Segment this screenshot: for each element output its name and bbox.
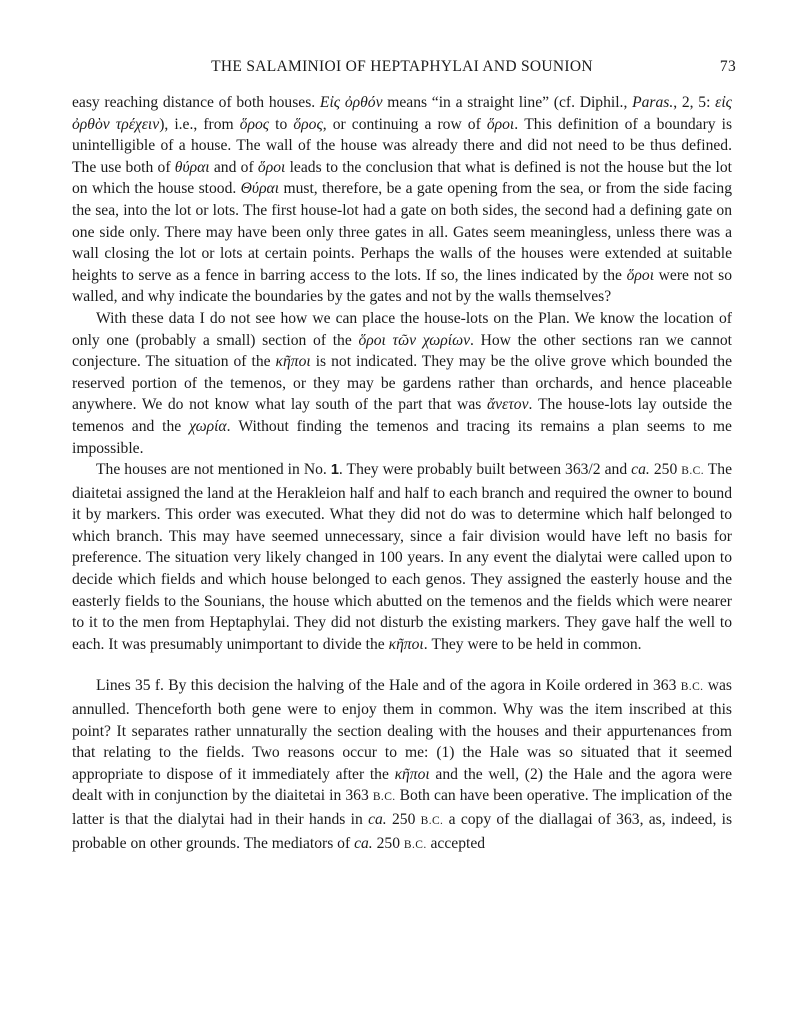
greek-term: Εἰς ὀρθόν <box>319 94 383 111</box>
circa: ca. <box>631 461 650 479</box>
era-abbrev: B.C. <box>420 815 444 827</box>
greek-term: χωρία <box>189 417 227 435</box>
body-text <box>72 92 732 856</box>
text-run: ), i.e., from <box>159 115 234 133</box>
circa: ca. <box>354 834 373 852</box>
text-run: was annulled. Thenceforth both gene were to enjoy them in common. Why was the item inscribed at this point? It separates rather unnaturally the section dealing with the houses and their appurtenances from that relating to the fields. Two reasons occur to me: (1) the Hale was so situated that it seemed appropriate to dispose of it immediately after the <box>72 677 733 783</box>
era-abbrev: B.C. <box>403 838 427 851</box>
era-abbrev: B.C. <box>680 681 704 694</box>
text-run: . This definition of a boundary is unintelligible of a house. The wall of the house was already there and did not need to be thus defined. The use both of <box>72 115 733 176</box>
text-run: . How the other sections ran we cannot conjecture. The situation of the <box>72 331 732 371</box>
greek-term: εἰς ὀρθὸν τρέχειν <box>72 94 732 133</box>
text-run: . Without finding the temenos and tracing its remains a plan seems to me impossible. <box>72 417 732 457</box>
text-run: a copy of the diallagai of 363, as, indeed, is probable on other grounds. The mediators of <box>72 811 733 852</box>
text-run: . They were probably built between 363/2 and <box>338 461 628 479</box>
greek-term: κῆποι <box>394 765 430 783</box>
text-run: , 2, 5: <box>673 94 711 111</box>
text-run: and the well, (2) the Hale and the agora were dealt with in conjunction by the diaitetai in 363 <box>72 765 732 805</box>
greek-term: θύραι <box>174 158 210 176</box>
greek-term: ὅροι τῶν χωρίων <box>358 331 471 349</box>
text-run: easy reaching distance of both houses. <box>72 94 316 111</box>
citation: Paras. <box>632 94 674 111</box>
text-run: The houses are not mentioned in No. <box>96 461 327 479</box>
text-run: must, therefore, be a gate opening from the sea, or from the side facing the sea, into the lot or lots. The first house-lot had a gate on both sides, the second had a defining gate on one side only. There may have been only three gates in all. Gates seem meaningless, unless there was a wall closing the lot or lots at certain points. Perhaps the walls of the houses were extended at suitable heights to serve as a fence in barring access to the lots. If so, the lines indicated by the <box>72 180 733 284</box>
running-title: THE SALAMINIOI OF HEPTAPHYLAI AND SOUNION <box>211 58 593 75</box>
paragraph-1 <box>72 92 732 308</box>
text-run: . They were to be held in common. <box>423 635 642 653</box>
text-run: , or continuing a row of <box>322 115 481 133</box>
paragraph-2 <box>72 308 732 459</box>
text-run: is not indicated. They may be the olive grove which bounded the reserved portion of the temenos, or they may be gardens rather than orchards, and hence placeable anywhere. We do not know what lay south of the part that was <box>72 353 732 414</box>
greek-term: κῆποι <box>388 635 424 653</box>
text-run: The diaitetai assigned the land at the Herakleion half and half to each branch and required the owner to bound it by markers. This order was executed. What they did not do was to determine which half belonged to which branch. This may have seemed unnecessary, since a fair division would have left no basis for preference. The situation very likely changed in 100 years. In any event the dialytai were called upon to decide which fields and which house belonged to each genos. They assigned the easterly house and the easterly fields to the Sounians, the house which abutted on the temenos and the fields which were nearer to it to the men from Heptaphylai. They did not disturb the existing markers. They gave half the well to each. It was presumably unimportant to divide the <box>72 461 732 653</box>
greek-term: ὅροι <box>486 115 515 133</box>
text-run: were not so walled, and why indicate the boundaries by the gates and not by the walls themselves? <box>72 266 732 306</box>
circa: ca. <box>368 811 387 828</box>
text-run: to <box>275 115 288 133</box>
era-abbrev: B.C. <box>681 465 704 478</box>
page-number: 73 <box>719 58 736 75</box>
greek-term: ἄνετον <box>486 396 529 414</box>
text-run: and of <box>213 158 254 176</box>
greek-term: Θύραι <box>240 180 280 198</box>
text-run: 250 <box>391 811 416 828</box>
text-run: 250 <box>653 461 678 479</box>
greek-term: ὅρος <box>293 115 323 133</box>
inscription-number: 1 <box>330 462 339 479</box>
greek-term: ὅροι <box>257 158 286 176</box>
era-abbrev: B.C. <box>372 791 396 804</box>
text-run: 250 <box>376 834 400 852</box>
greek-term: ὅρος <box>239 115 270 133</box>
text-run: means “in a straight line” (cf. Diphil., <box>387 94 628 111</box>
text-run: Both can have been operative. The implication of the latter is that the dialytai had in their hands in <box>72 787 732 828</box>
greek-term: κῆποι <box>275 353 311 371</box>
text-run: leads to the conclusion that what is defined is not the house but the lot on which the house stood. <box>72 158 732 198</box>
text-run: accepted <box>430 834 486 852</box>
text-run: . The house-lots lay outside the temenos and the <box>72 396 732 435</box>
paragraph-4 <box>72 675 732 856</box>
running-head <box>68 58 736 80</box>
text-run: With these data I do not see how we can place the house-lots on the Plan. We know the location of only one (probably a small) section of the <box>72 309 732 349</box>
greek-term: ὅροι <box>626 266 655 284</box>
paragraph-3 <box>72 459 732 655</box>
text-run: Lines 35 f. By this decision the halving of the Hale and of the agora in Koile ordered in 363 <box>96 677 677 695</box>
